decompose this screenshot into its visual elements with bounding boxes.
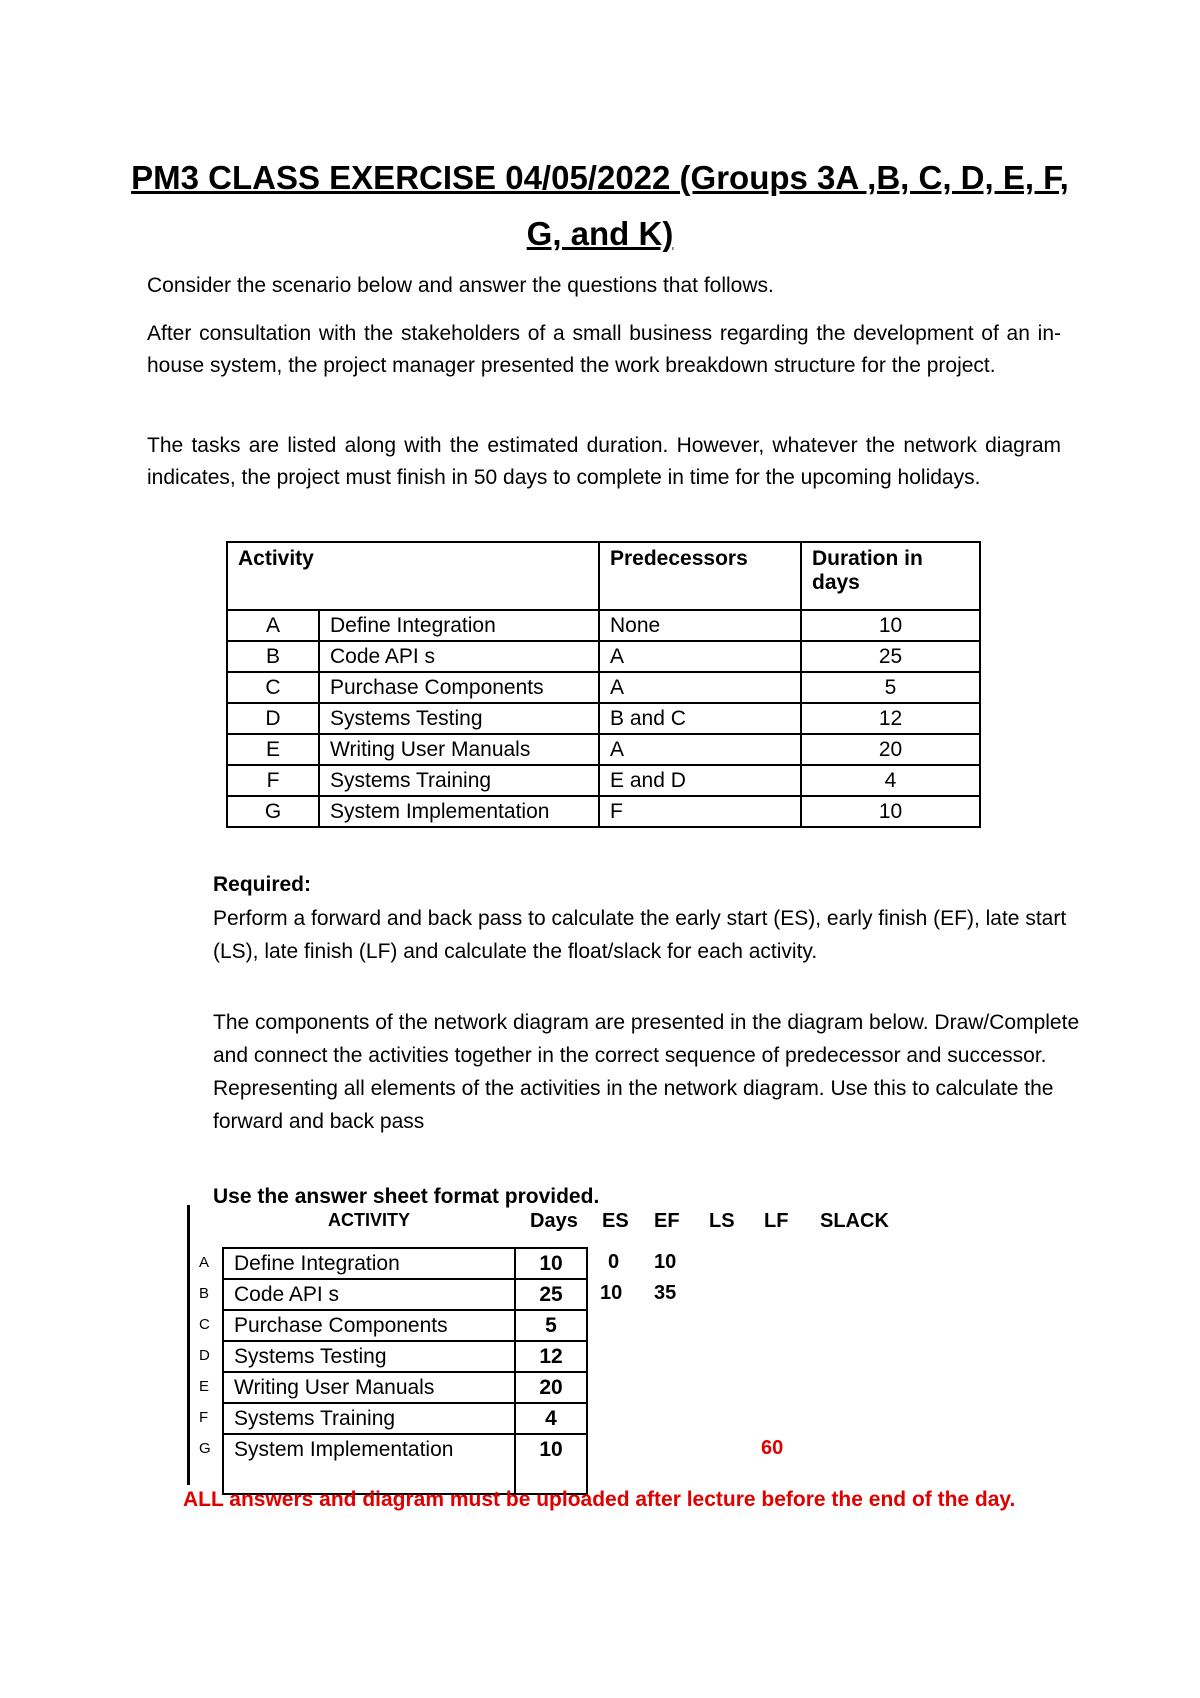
intro-text: Consider the scenario below and answer the questions that follows. [147, 274, 774, 297]
activity-id: D [227, 703, 319, 734]
required-text-1: Perform a forward and back pass to calculate the early start (ES), early finish (EF), late start (LS), late finish (LF) and calculate the float/slack for each activity. [213, 907, 1067, 963]
activity-duration: 20 [801, 734, 980, 765]
answer-row-id: F [199, 1409, 209, 1426]
activity-name: Systems Training [319, 765, 599, 796]
activity-id: F [227, 765, 319, 796]
activity-predecessors: A [599, 672, 801, 703]
answer-header-slack: SLACK [820, 1210, 889, 1232]
answer-ef-b: 35 [654, 1282, 677, 1304]
table-row [223, 1341, 587, 1372]
answer-days: 5 [515, 1310, 587, 1341]
answer-header-activity: ACTIVITY [328, 1210, 411, 1230]
activity-name: Define Integration [319, 610, 599, 641]
answer-days: 12 [515, 1341, 587, 1372]
answer-header-days: Days [530, 1210, 578, 1232]
answer-format-note: Use the answer sheet format provided. [213, 1185, 600, 1208]
answer-row-id: A [199, 1254, 210, 1271]
table-row [223, 1434, 587, 1464]
table-row [227, 765, 980, 796]
answer-row-id: B [199, 1285, 210, 1302]
activity-duration: 10 [801, 796, 980, 827]
footer-note: ALL answers and diagram must be uploaded after lecture before the end of the day. [183, 1488, 1016, 1511]
answer-es-a: 0 [608, 1251, 620, 1273]
answer-activity-name: Systems Testing [223, 1341, 515, 1372]
table-row [223, 1248, 587, 1279]
table-row [227, 796, 980, 827]
answer-header-lf: LF [764, 1210, 789, 1232]
answer-activity-name: Systems Training [223, 1403, 515, 1434]
col-header-duration: Duration in days [801, 542, 980, 610]
answer-row-id: E [199, 1378, 210, 1395]
activity-id: E [227, 734, 319, 765]
activity-name: System Implementation [319, 796, 599, 827]
answer-days: 10 [515, 1248, 587, 1279]
activity-name: Purchase Components [319, 672, 599, 703]
answer-header-ef: EF [654, 1210, 680, 1232]
table-row [223, 1403, 587, 1434]
table-row [227, 734, 980, 765]
col-header-predecessors: Predecessors [599, 542, 801, 610]
table-row [223, 1279, 587, 1310]
answer-lf-g: 60 [761, 1437, 784, 1459]
answer-sheet-table [222, 1247, 588, 1495]
answer-row-id: D [199, 1347, 210, 1364]
answer-header-ls: LS [709, 1210, 735, 1232]
col-header-activity: Activity [227, 542, 599, 610]
answer-es-b: 10 [600, 1282, 623, 1304]
activity-name: Writing User Manuals [319, 734, 599, 765]
activity-predecessors: F [599, 796, 801, 827]
activity-predecessors: A [599, 641, 801, 672]
activity-duration: 5 [801, 672, 980, 703]
page-title: PM3 CLASS EXERCISE 04/05/2022 (Groups 3A ,B, C, D, E, F, G, and K) [131, 159, 1069, 252]
required-heading: Required: [213, 873, 312, 896]
answer-ef-a: 10 [654, 1251, 677, 1273]
answer-activity-name: Define Integration [223, 1248, 515, 1279]
answer-days: 25 [515, 1279, 587, 1310]
answer-days: 10 [515, 1434, 587, 1464]
required-text-2: The components of the network diagram are presented in the diagram below. Draw/Complete and connect the activities together in the correct sequence of predecessor and successor. Representing all elements of the activities in the network diagram. Use this to calculate the forward and back pass [213, 1011, 1080, 1133]
answer-header-es: ES [602, 1210, 629, 1232]
activity-id: G [227, 796, 319, 827]
answer-row-id: C [199, 1316, 210, 1333]
activity-predecessors: None [599, 610, 801, 641]
answer-row-id: G [199, 1440, 211, 1457]
activity-predecessors: A [599, 734, 801, 765]
table-row [223, 1372, 587, 1403]
activity-duration: 12 [801, 703, 980, 734]
activity-id: A [227, 610, 319, 641]
table-row [223, 1310, 587, 1341]
activity-name: Code API s [319, 641, 599, 672]
activity-duration: 25 [801, 641, 980, 672]
table-row [227, 672, 980, 703]
answer-days: 4 [515, 1403, 587, 1434]
table-row [227, 610, 980, 641]
table-row [227, 641, 980, 672]
answer-days: 20 [515, 1372, 587, 1403]
answer-activity-name: Writing User Manuals [223, 1372, 515, 1403]
answer-activity-name: Code API s [223, 1279, 515, 1310]
answer-activity-name: System Implementation [223, 1434, 515, 1464]
scenario-text: After consultation with the stakeholders of a small business regarding the development of an in-house system, the project manager presented the work breakdown structure for the project. [147, 322, 1061, 377]
answer-activity-name: Purchase Components [223, 1310, 515, 1341]
margin-divider [187, 1205, 190, 1485]
wbs-table [226, 541, 981, 828]
activity-duration: 4 [801, 765, 980, 796]
activity-duration: 10 [801, 610, 980, 641]
activity-id: B [227, 641, 319, 672]
activity-predecessors: E and D [599, 765, 801, 796]
activity-id: C [227, 672, 319, 703]
activity-predecessors: B and C [599, 703, 801, 734]
tasks-note-text: The tasks are listed along with the estimated duration. However, whatever the network diagram indicates, the project must finish in 50 days to complete in time for the upcoming holidays. [147, 434, 1061, 489]
activity-name: Systems Testing [319, 703, 599, 734]
table-row [227, 703, 980, 734]
